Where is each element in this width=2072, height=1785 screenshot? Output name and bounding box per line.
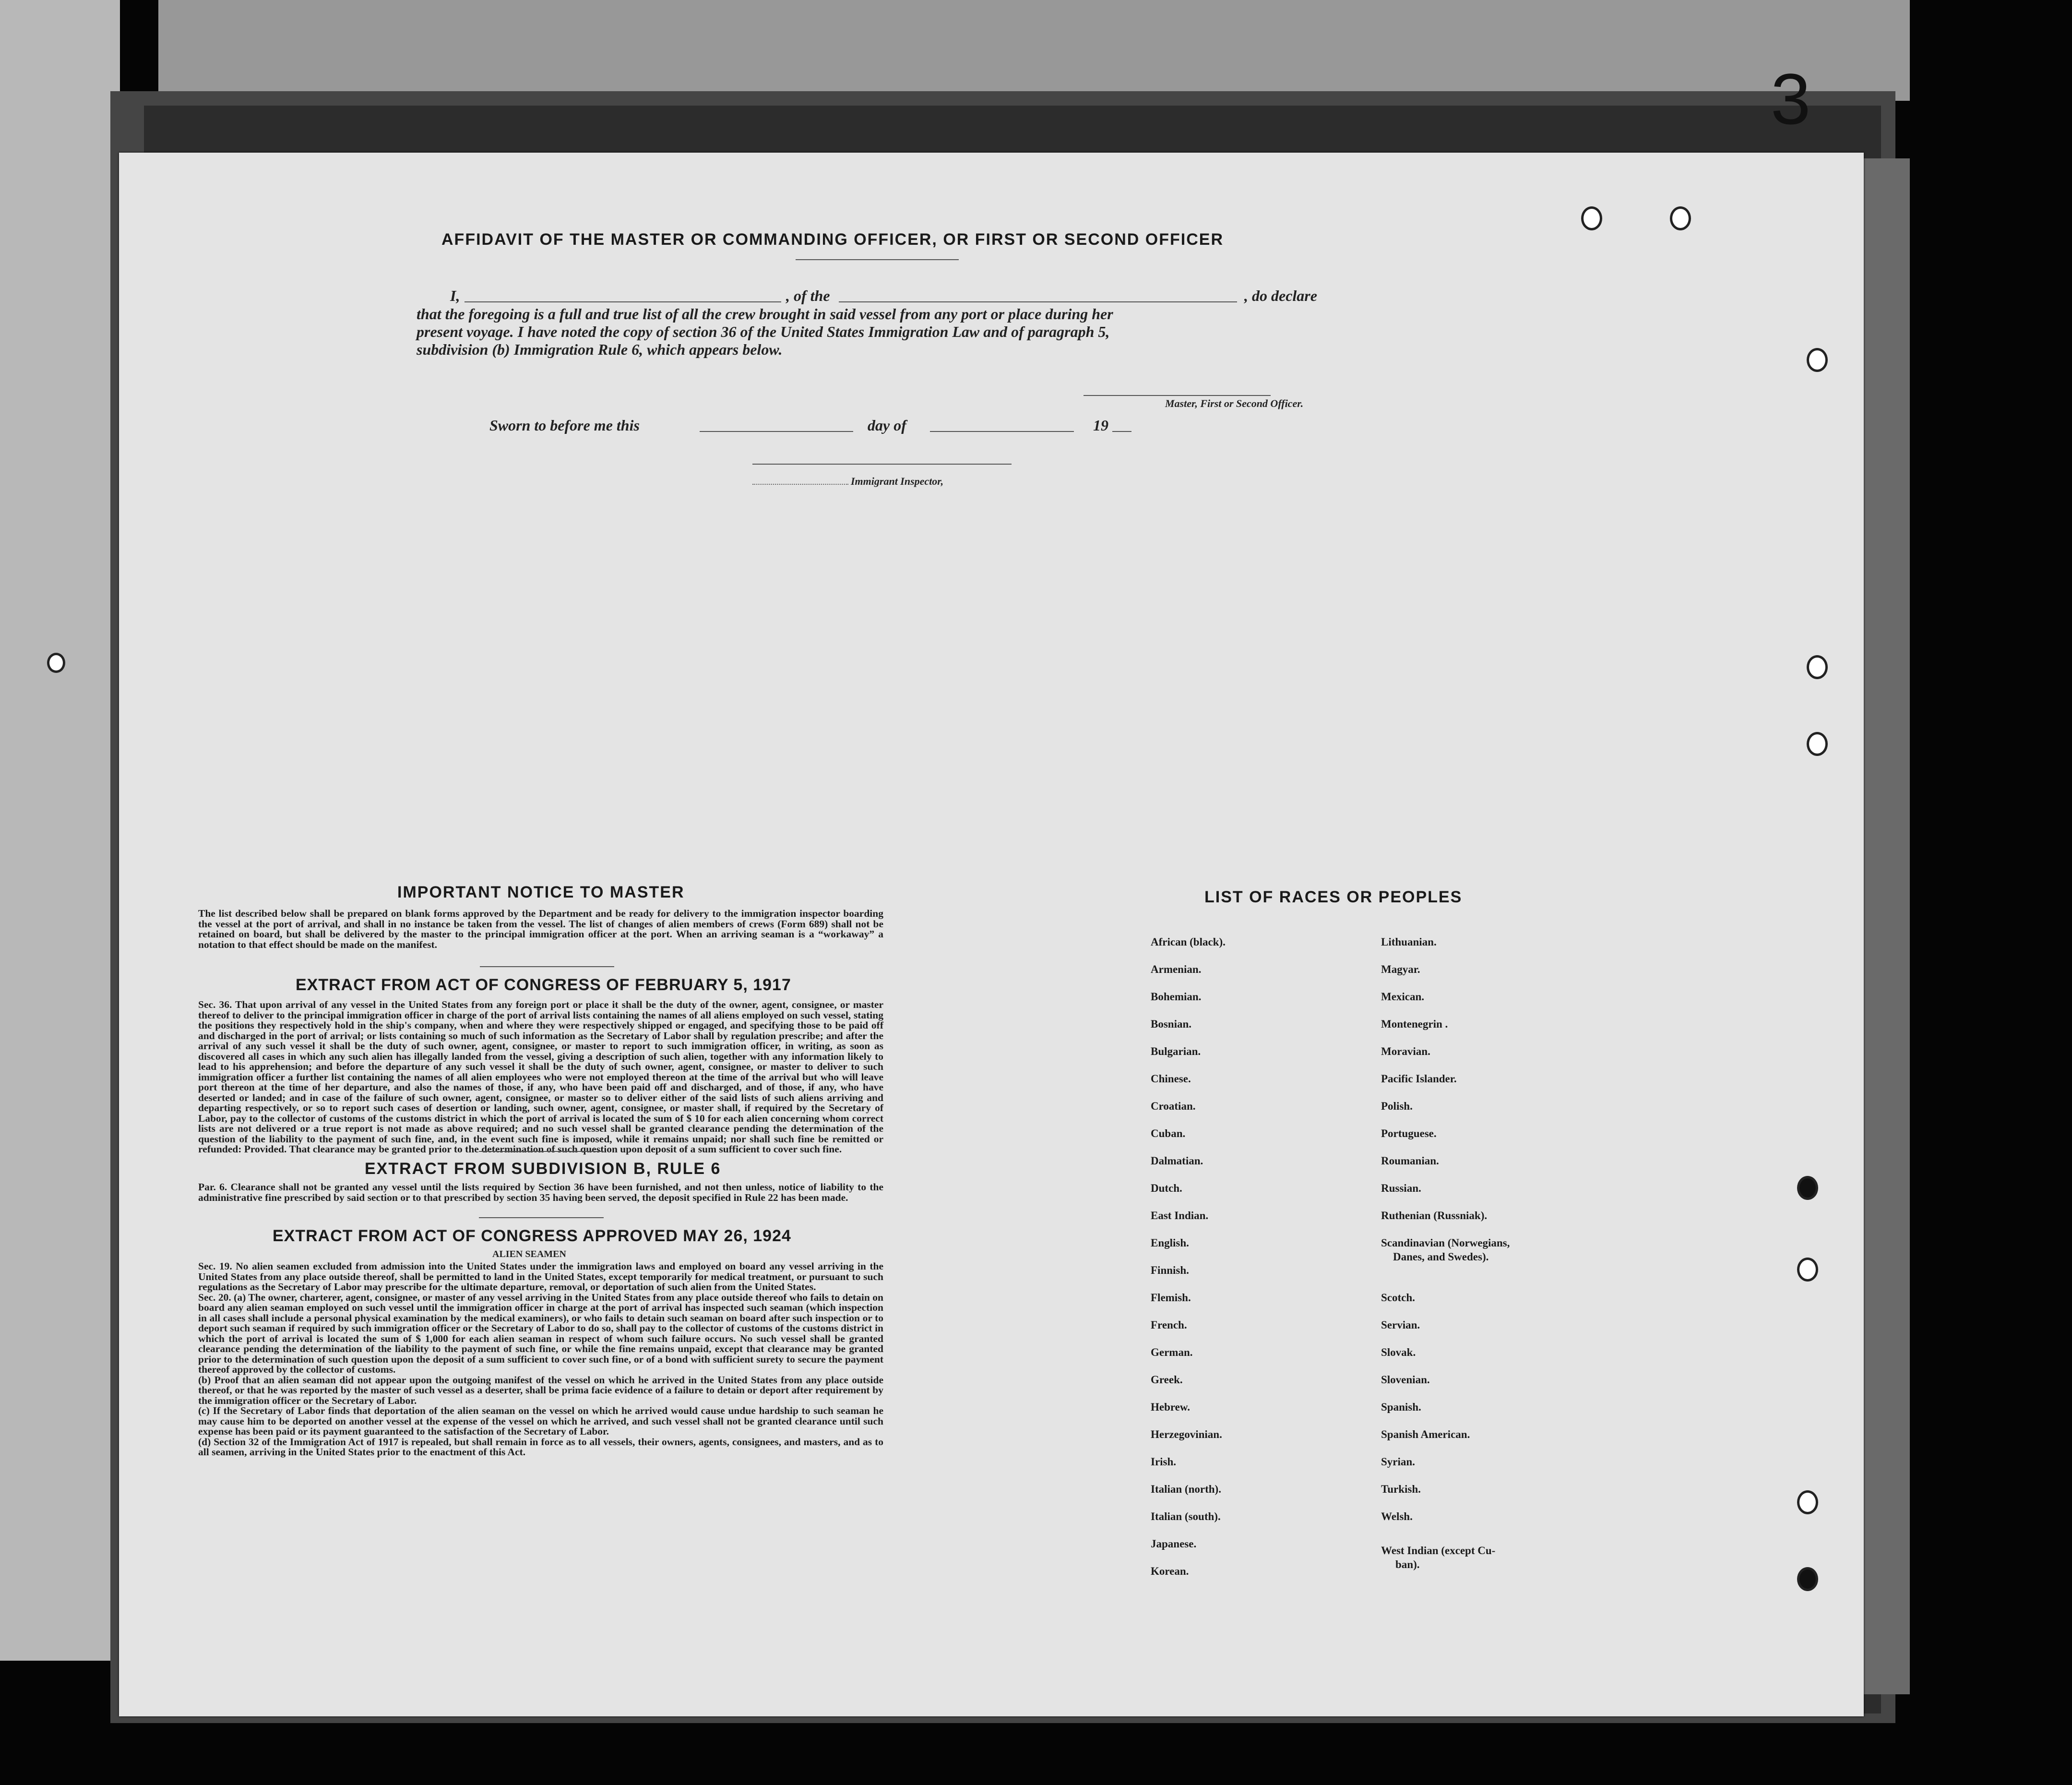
race-left-16: German. [1151,1346,1193,1358]
races-title: LIST OF RACES OR PEOPLES [1204,888,1463,906]
underlying-sheet-left [0,0,120,1661]
race-right-22: Welsh. [1381,1510,1413,1522]
race-right-8: Portuguese. [1381,1127,1437,1139]
punch-hole [1797,1490,1818,1514]
notice-title: IMPORTANT NOTICE TO MASTER [397,883,685,901]
race-left-17: Greek. [1151,1374,1183,1386]
punch-hole [1797,1258,1818,1282]
affidavit-title-rule [796,259,959,260]
race-left-7: Croatian. [1151,1100,1196,1112]
race-left-2: Armenian. [1151,963,1202,975]
race-right-18: Spanish. [1381,1401,1421,1413]
sworn-month-blank [930,431,1074,432]
punch-hole [1581,206,1602,230]
race-left-22: Italian (south). [1151,1510,1221,1522]
master-signature-label: Master, First or Second Officer. [1165,397,1304,409]
affidavit-line3: present voyage. I have noted the copy of section 36 of the United States Immigration Law and of paragraph 5, [417,323,1110,340]
inspector-signature-blank [752,464,1012,465]
race-right-19: Spanish American. [1381,1428,1470,1440]
extract-1924-sec20d: (d) Section 32 of the Immigration Act of 1917 is repealed, but shall remain in force as to all vessels, their owners, agents, consignees, and masters, and as to all seamen, arriving in the United States prior to the enactment of this Act. [198,1436,883,1458]
punch-hole [1807,348,1828,372]
race-right-17: Slovenian. [1381,1374,1430,1386]
underlying-sheet-top [158,0,1910,101]
race-right-11: Ruthenian (Russniak). [1381,1210,1488,1222]
sworn-year-blank [1112,431,1131,432]
race-left-9: Dalmatian. [1151,1155,1203,1167]
race-right-1: Lithuanian. [1381,936,1437,948]
master-signature-blank [1084,395,1271,396]
extract-1917-title: EXTRACT FROM ACT OF CONGRESS OF FEBRUARY 5, 1917 [296,976,791,994]
race-left-10: Dutch. [1151,1182,1182,1194]
race-right-2: Magyar. [1381,963,1420,975]
inspector-signature-dots [752,484,848,485]
race-left-12: English. [1151,1237,1189,1249]
master-name-blank [464,301,781,302]
sworn-prefix: Sworn to before me this [489,417,640,434]
race-right-24: ban). [1395,1558,1420,1570]
affidavit-line4: subdivision (b) Immigration Rule 6, which appears below. [417,341,783,358]
race-right-13: Danes, and Swedes). [1393,1251,1489,1263]
race-right-9: Roumanian. [1381,1155,1439,1167]
race-right-5: Moravian. [1381,1045,1430,1057]
race-left-3: Bohemian. [1151,991,1202,1003]
punch-hole [1670,206,1691,230]
race-right-12: Scandinavian (Norwegians, [1381,1237,1510,1249]
affidavit-line1-end: , do declare [1244,287,1317,304]
race-right-3: Mexican. [1381,991,1425,1003]
extract-1924-title: EXTRACT FROM ACT OF CONGRESS APPROVED MAY 26, 1924 [273,1227,791,1245]
race-right-20: Syrian. [1381,1456,1415,1468]
race-left-15: French. [1151,1319,1187,1331]
race-right-14: Scotch. [1381,1292,1415,1304]
race-right-15: Servian. [1381,1319,1420,1331]
sworn-day-of: day of [868,417,906,434]
race-left-5: Bulgarian. [1151,1045,1201,1057]
affidavit-title: AFFIDAVIT OF THE MASTER OR COMMANDING OFFICER, OR FIRST OR SECOND OFFICER [441,230,1224,249]
race-left-18: Hebrew. [1151,1401,1190,1413]
notice-body: The list described below shall be prepared on blank forms approved by the Department and be ready for delivery to the immigration inspector boarding the vessel at the port of arrival, and shall in no instance be taken from the vessel. The list of changes of alien members of crews (Form 689) shall not be retained on board, but shall be delivered by the master to the principal immigration officer at the port. When an arriving seaman is a “workaway” a notation to that effect should be made on the manifest. [198,908,883,950]
punch-hole [47,653,65,673]
race-right-21: Turkish. [1381,1483,1421,1495]
punch-hole [1797,1567,1818,1591]
race-right-7: Polish. [1381,1100,1413,1112]
punch-hole [1797,1176,1818,1200]
race-left-1: African (black). [1151,936,1226,948]
race-left-14: Flemish. [1151,1292,1191,1304]
rule6-body: Par. 6. Clearance shall not be granted any vessel until the lists required by Section 36 have been furnished, and not then unless, notice of liability to the administrative fine prescribed by said section or to that prescribed by section 35 having been served, the deposit specified in Rule 22 has been made. [198,1181,883,1203]
race-right-23: West Indian (except Cu- [1381,1545,1496,1557]
notice-rule [480,966,614,967]
race-right-10: Russian. [1381,1182,1421,1194]
race-left-19: Herzegovinian. [1151,1428,1222,1440]
punch-hole [1807,732,1828,756]
page-number: 3 [1771,59,1811,139]
extract-1917-body: Sec. 36. That upon arrival of any vessel in the United States from any foreign port or place it shall be the duty of the owner, agent, consignee, or master thereof to deliver to the principal immigration officer in charge of the port of arrival lists containing the names of all aliens employed on such vessel, stating the positions they respectively hold in the ship's company, when and where they were respectively shipped or engaged, and specifying those to be paid off and discharged in the port of arrival; or lists containing so much of such information as the Secretary of Labor shall by regulation prescribe; and after the arrival of any such vessel it shall be the duty of such owner, agent, consignee, or master to report to such immigration officer, in writing, as soon as discovered all cases in which any such alien has illegally landed from the vessel, giving a description of such alien, together with any information likely to lead to his apprehension; and before the departure of any such vessel it shall be the duty of such owner, agent, consignee, or master to deliver to such immigration officer a further list containing the names of all alien employees who were not employed thereon at the time of the arrival but who will leave port thereon at the time of her departure, and also the names of those, if any, who have been paid off and discharged, and of those, if any, who have deserted or landed; and in case of the failure of such owner, agent, consignee, or master so to deliver either of the said lists of such aliens arriving and departing respectively, or so to report such cases of desertion or landing, such owner, agent, consignee, or master shall, if required by the Secretary of Labor, pay to the collector of customs of the customs district in which the port of arrival is located the sum of $ 10 for each alien concerning whom correct lists are not delivered or a true report is not made as above required; and no such vessel shall be granted clearance pending the determination of the question of the liability to the payment of such fine, and, in the event such fine is imposed, while it remains unpaid; nor shall such fine be remitted or refunded: Provided. That clearance may be granted prior to the determination of such question upon deposit of a sum sufficient to cover such fine. [198,999,883,1155]
race-left-11: East Indian. [1151,1210,1209,1222]
affidavit-line1-start: I, [450,287,460,304]
race-left-4: Bosnian. [1151,1018,1192,1030]
rule6-rule [479,1217,604,1218]
race-left-23: Japanese. [1151,1538,1197,1550]
sworn-year-prefix: 19 [1093,417,1108,434]
race-left-21: Italian (north). [1151,1483,1221,1495]
race-right-6: Pacific Islander. [1381,1073,1457,1085]
extract-1924-sec20c: (c) If the Secretary of Labor finds that deportation of the alien seaman on the vessel on which he arrived would cause undue hardship to such seaman he may cause him to be deported on another vessel at the expense of the vessel on which he arrived, and such vessel shall not be granted clearance until such expense has been paid or its payment guaranteed to the satisfaction of the Secretary of Labor. [198,1405,883,1437]
punch-hole [1807,655,1828,679]
extract-1917-rule [479,1151,604,1152]
race-left-13: Finnish. [1151,1264,1189,1276]
race-right-4: Montenegrin . [1381,1018,1448,1030]
race-left-8: Cuban. [1151,1127,1186,1139]
rule6-title: EXTRACT FROM SUBDIVISION B, RULE 6 [365,1160,721,1178]
race-left-6: Chinese. [1151,1073,1191,1085]
race-left-24: Korean. [1151,1565,1189,1577]
extract-1924-subtitle: ALIEN SEAMEN [492,1249,566,1259]
race-left-20: Irish. [1151,1456,1177,1468]
extract-1924-body [198,1261,883,1458]
document-page [119,153,1864,1716]
sworn-date-blank [700,431,853,432]
race-right-16: Slovak. [1381,1346,1416,1358]
vessel-name-blank [839,301,1237,302]
extract-1924-sec19: Sec. 19. No alien seamen excluded from admission into the United States under the immigration laws and employed on board any vessel arriving in the United States from any place outside thereof, shall be permitted to land in the United States, except temporarily for medical treatment, or pursuant to such regulations as the Secretary of Labor may prescribe for the ultimate departure, removal, or deportation of such alien from the United States. [198,1260,883,1293]
affidavit-line2: that the foregoing is a full and true list of all the crew brought in said vessel from any port or place during her [417,305,1113,323]
affidavit-line1-mid: , of the [786,287,830,304]
inspector-label: Immigrant Inspector, [851,475,944,487]
extract-1924-sec20b: (b) Proof that an alien seaman did not appear upon the outgoing manifest of the vessel on which he arrived in the United States from any place outside thereof, or that he was reported by the master of such vessel as a deserter, shall be prima facie evidence of a failure to detain or deport after requirement by the immigration officer or the Secretary of Labor. [198,1374,883,1406]
extract-1924-sec20a: Sec. 20. (a) The owner, charterer, agent, consignee, or master of any vessel arriving in the United States from any place outside thereof who fails to detain on board any alien seaman employed on such vessel until the immigration officer in charge at the port of arrival has inspected such seaman (which inspection in all cases shall include a personal physical examination by the medical examiners), or who fails to detain such seaman on board after such inspection or to deport such seaman if required by such immigration officer or the Secretary of Labor to do so, shall pay to the collector of customs of the customs district in which the port of arrival is located the sum of $ 1,000 for each alien seaman in respect of whom such failure occurs. No such vessel shall be granted clearance pending the determination of the liability to the payment of such fine, or while the fine remains unpaid, except that clearance may be granted prior to the determination of such question upon the deposit of a sum sufficient to cover such fine, or of a bond with sufficient surety to secure the payment thereof approved by the collector of customs. [198,1291,883,1375]
